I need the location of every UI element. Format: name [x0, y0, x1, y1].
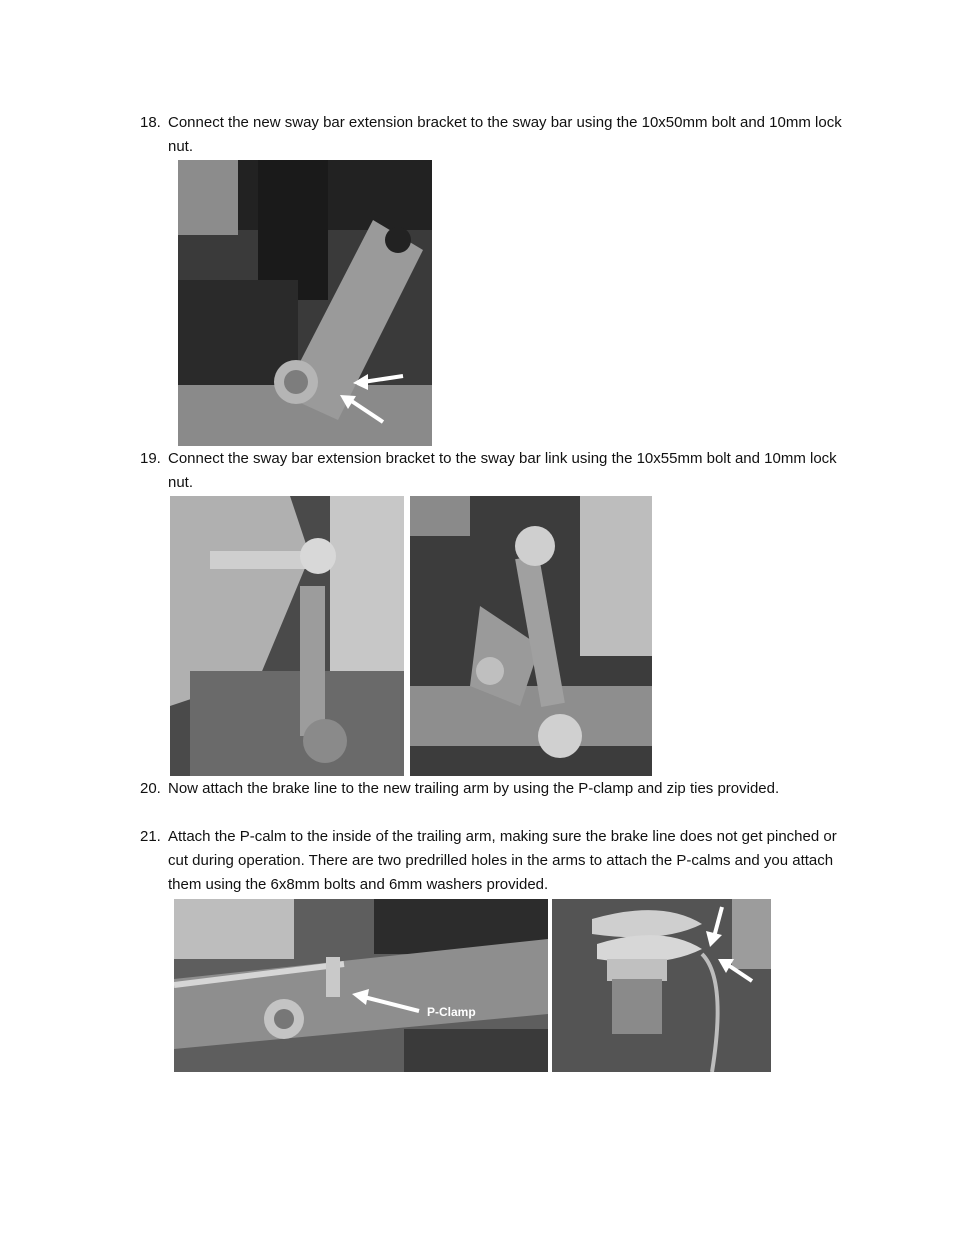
- step-text: Now attach the brake line to the new trailing arm by using the P-clamp and zip ties provided.: [168, 780, 780, 797]
- photo-brake-line-spring: [552, 899, 771, 1072]
- step-number: 19.: [140, 450, 161, 467]
- step-number: 18.: [140, 114, 161, 131]
- step-20: [140, 777, 860, 801]
- step-number: 20.: [140, 780, 161, 797]
- p-clamp-label: P-Clamp: [427, 1005, 476, 1019]
- step-21: [140, 825, 860, 897]
- step-19: [140, 447, 860, 495]
- photo-p-clamp-trailing-arm: [174, 899, 548, 1072]
- photo-link-installed: [410, 496, 652, 776]
- step-text: Connect the new sway bar extension bracket to the sway bar using the 10x50mm bolt and 10mm lock nut.: [168, 114, 842, 155]
- photo-bolt-insertion: [170, 496, 404, 776]
- step-text: Attach the P-calm to the inside of the trailing arm, making sure the brake line does not get pinched or cut during operation. There are two predrilled holes in the arms to attach the P-calms and you attach them using the 6x8mm bolts and 6mm washers provided.: [168, 828, 837, 893]
- step-18: [140, 111, 860, 159]
- photo-sway-bar-bracket: [178, 160, 432, 446]
- step-text: Connect the sway bar extension bracket to the sway bar link using the 10x55mm bolt and 10mm lock nut.: [168, 450, 837, 491]
- step-number: 21.: [140, 828, 161, 845]
